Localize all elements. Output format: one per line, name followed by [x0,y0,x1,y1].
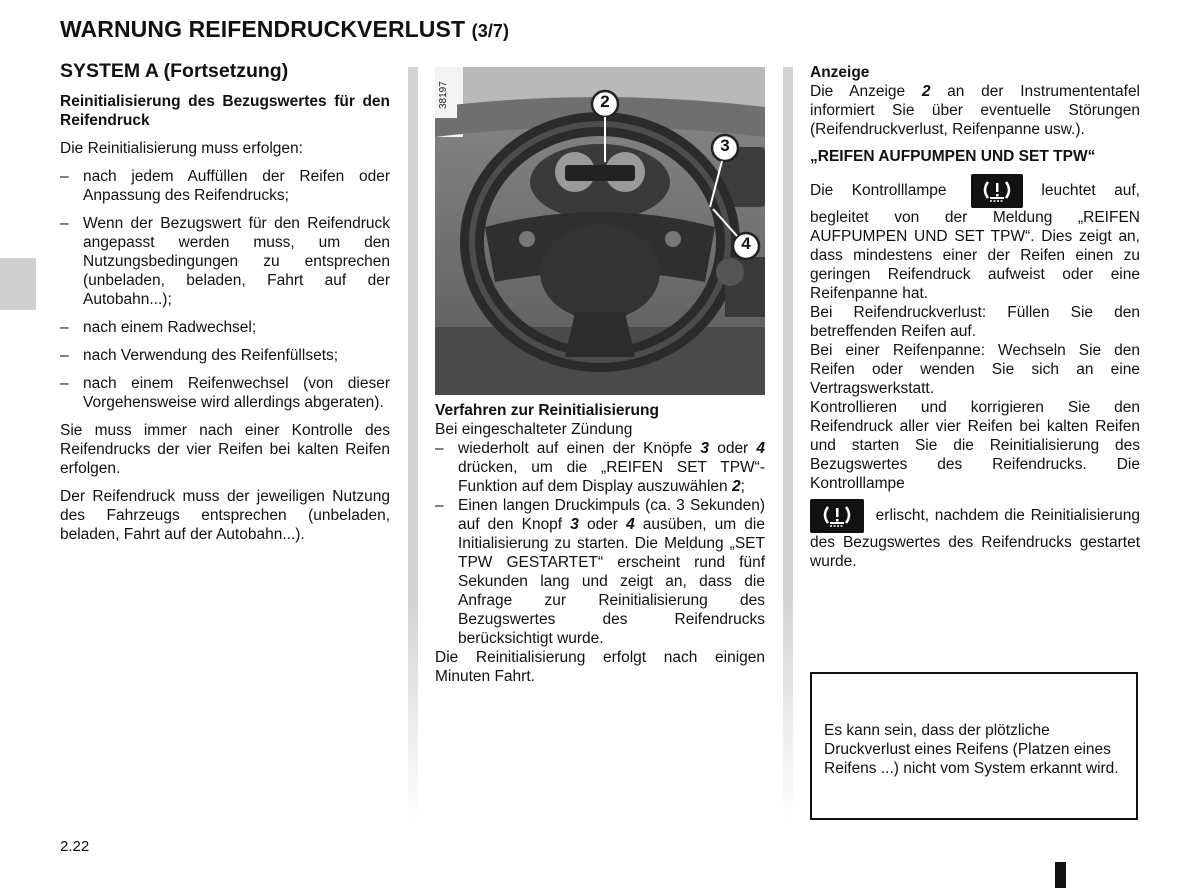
column-right [810,63,1140,571]
message-heading: „REIFEN AUFPUMPEN UND SET TPW“ [810,148,1096,165]
column-separator-right [783,67,793,822]
procedure-outro: Die Reinitialisierung erfolgt nach einigen Minuten Fahrt. [435,649,765,685]
paragraph: Sie muss immer nach einer Kontrolle des Reifendrucks der vier Reifen bei kalten Reifen erfolgen. [60,422,390,477]
list-item: – nach jedem Auffüllen der Reifen oder Anpassung des Reifendrucks; [60,167,390,205]
note-box [810,672,1138,820]
procedure-step-1: – wiederholt auf einen der Knöpfe 3 oder 4 drücken, um die „REIFEN SET TPW“-Funktion auf dem Display auszuwählen 2; [435,439,765,496]
column-left [60,62,390,553]
paragraph: Kontrollieren und korrigieren Sie den Reifendruck aller vier Reifen bei kalten Reifen und starten Sie die Reinitialisierung des Bezugswertes des Reifendrucks. Die Kontrolllampe [810,399,1140,492]
column-middle [435,401,765,686]
display-heading: Anzeige [810,64,870,81]
section-tab [0,258,36,310]
subheading: Reinitialisierung des Bezugswertes für den Reifendruck [60,93,390,129]
figure-reference: 38197 [438,81,449,109]
list-item: – Wenn der Bezugswert für den Reifendruck angepasst werden muss, um den Nutzungsbedingungen zu entsprechen (unbeladen, beladen, Fahrt auf der Autobahn...); [60,214,390,309]
paragraph: Der Reifendruck muss der jeweiligen Nutzung des Fahrzeugs entsprechen (unbeladen, beladen, Fahrt auf der Autobahn...). [60,488,390,543]
procedure-steps [435,439,765,648]
tire-pressure-warning-icon [810,499,864,533]
tire-pressure-warning-icon [971,174,1023,208]
paragraph: erlischt, nachdem die Reinitialisierung des Bezugswertes des Reifendrucks gestartet wurde. [810,499,1140,571]
procedure-intro: Bei eingeschalteter Zündung [435,421,633,438]
intro-text: Die Reinitialisierung muss erfolgen: [60,140,303,157]
page-marker [1055,862,1066,888]
column-separator-left [408,67,418,822]
callout-4: 4 [741,234,751,253]
page-number: 2.22 [60,838,90,855]
display-paragraph: Die Anzeige 2 an der Instrumententafel informiert Sie über eventuelle Störungen (Reifendruckverlust, Reifenpanne usw.). [810,83,1141,138]
callout-3: 3 [720,136,730,155]
note-text: Es kann sein, dass der plötzliche Druckverlust eines Reifens (Platzen eines Reifens ...) nicht vom System erkannt wird. [824,722,1119,777]
warning-paragraph: Die Kontrolllampe leuchtet auf, begleitet von der Meldung „REIFEN AUFPUMPEN UND SET TPW“. Dies zeigt an, dass mindestens einer der Reifen einen zu geringen Reifendruck aufweist oder eine Reifenpanne hat. [810,174,1140,303]
procedure-step-2: – Einen langen Druckimpuls (ca. 3 Sekunden) auf den Knopf 3 oder 4 ausüben, um die Initialisierung zu starten. Die Meldung „SET TPW GESTARTET“ erscheint rund fünf Sekunden lang und zeigt an, dass die Anfrage zur Reinitialisierung des Bezugswertes des Reifendrucks berücksichtigt wurde. [435,496,765,648]
procedure-heading: Verfahren zur Reinitialisierung [435,402,659,419]
paragraph: Bei Reifendruckverlust: Füllen Sie den betreffenden Reifen auf. [810,304,1140,340]
page-title-suffix: (3/7) [471,21,510,41]
list-item: – nach einem Radwechsel; [60,318,390,337]
condition-list [60,167,390,412]
callout-2: 2 [600,92,610,111]
section-heading: SYSTEM A (Fortsetzung) [60,60,289,82]
steering-wheel-photo [435,67,765,395]
list-item: – nach Verwendung des Reifenfüllsets; [60,346,390,365]
page-title: WARNUNG REIFENDRUCKVERLUST (3/7) [60,16,510,42]
list-item: – nach einem Reifenwechsel (von dieser Vorgehensweise wird allerdings abgeraten). [60,374,390,412]
steering-wheel-illustration [435,67,765,395]
paragraph: Bei einer Reifenpanne: Wechseln Sie den Reifen oder wenden Sie sich an eine Vertragswerkstatt. [810,342,1140,397]
